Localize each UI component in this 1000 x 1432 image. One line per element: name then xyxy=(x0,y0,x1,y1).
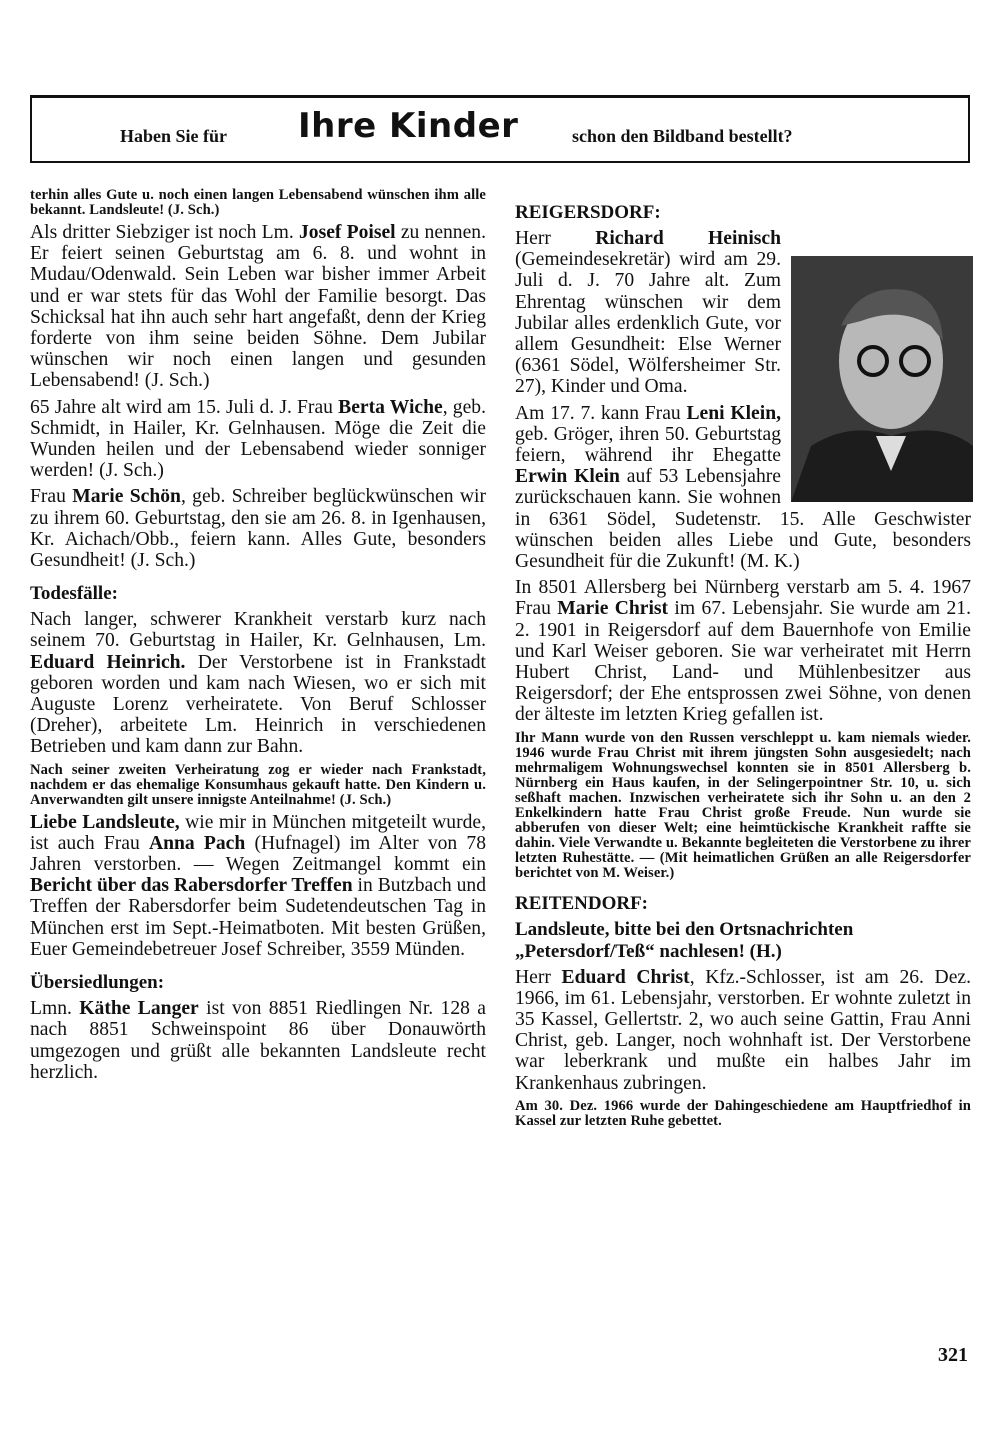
text-segment: In 8501 Allersberg bei Nürnberg verstarb am 5. 4. 1967 Frau xyxy=(515,577,971,620)
person-name: Erwin Klein xyxy=(515,466,620,488)
person-name: Richard Heinisch xyxy=(595,228,781,249)
section-heading xyxy=(515,893,971,915)
person-name: Bericht über das Rabersdorfer Treffen xyxy=(30,875,353,897)
person-name: Liebe Landsleute, xyxy=(30,811,180,833)
text-segment: Am 30. Dez. 1966 wurde der Dahingeschiedene am Hauptfriedhof in Kassel zur letzten Ruhe gebettet. xyxy=(515,1097,971,1129)
text-segment: (Gemeindesekretär) wird am 29. Juli d. J. 70 Jahre alt. Zum Ehrentag wünschen wir dem Jubilar alles erdenklich Gute, vor allem Gesundheit: Else Werner (6361 Södel, Wölfersheimer Str. 27), Kinder und Oma. xyxy=(515,249,781,398)
small-print-paragraph xyxy=(30,188,486,218)
page-number: 321 xyxy=(938,1344,968,1366)
person-name: Josef Poisel xyxy=(299,222,396,243)
text-segment: ist von 8851 Riedlingen Nr. 128 a nach 8851 Schweinspoint 86 über Donauwörth umgezogen und grüßt alle bekannten Landsleute recht herzlich. xyxy=(30,998,486,1083)
person-name: Berta Wiche xyxy=(338,396,443,418)
text-segment: 65 Jahre alt wird am 15. Juli d. J. Frau xyxy=(30,396,339,418)
article-paragraph xyxy=(515,967,971,1094)
text-segment: Als dritter Siebziger ist noch Lm. xyxy=(30,222,299,243)
text-segment: Übersiedlungen: xyxy=(30,972,165,994)
person-name: Anna Pach xyxy=(148,832,246,854)
section-heading xyxy=(515,202,971,224)
text-segment: geb. Gröger, ihren 50. Geburtstag feiern, während ihr Ehegatte xyxy=(515,423,781,467)
article-paragraph xyxy=(30,812,486,960)
text-segment: zu nennen. Er feiert seinen Geburtstag am 6. 8. und wohnt in Mudau/Odenwald. Sein Leben war bisher immer Arbeit und er war stets für das Wohl der Familie besorgt. Das Schicksal hat ihn auch sehr hart angefaßt, denn der Krieg forderte von ihm seine beiden Söhne. Dem Jubilar wünschen wir noch einen langen und gesunden Lebensabend! (J. Sch.) xyxy=(30,222,486,392)
text-segment: Ihr Mann wurde von den Russen verschleppt u. kam niemals wieder. 1946 wurde Frau Christ mit ihrem jüngsten Sohn ausgesiedelt; nach mehrmaligem Wohnungswechsel konnten sie in 8501 Allersberg b. Nürnberg ein Haus kaufen, in der Selingerpointner Str. 10, u. sich seßhaft machen. Inzwischen verheiratete sich ihr Sohn u. an den 2 Enkelkindern hatte Frau Christ große Freude. Nun wurde sie abberufen von dieser Welt; eine heimtückische Krankheit raffte sie dahin. Viele Verwandte u. Bekannte begleiteten die Verstorbene zu ihrer letzten Ruhestätte. — (Mit heimatlichen Grüßen an alle Reigersdorfer berichtet von M. Weiser.) xyxy=(515,729,971,881)
article-paragraph xyxy=(30,609,486,757)
text-segment: REITENDORF: xyxy=(515,892,649,914)
right-column xyxy=(515,190,971,1133)
section-heading xyxy=(30,583,486,605)
text-segment: , geb. Schreiber beglückwünschen wir zu ihrem 60. Geburtstag, den sie am 26. 8. in Igenhausen, Kr. Aichach/Obb., feiern kann. Alles Gute, besonders Gesundheit! (J. Sch.) xyxy=(30,486,486,572)
text-segment: REIGERSDORF: xyxy=(515,202,661,223)
person-name: Leni Klein, xyxy=(686,402,781,424)
section-heading xyxy=(515,919,971,963)
left-column xyxy=(30,188,486,1088)
person-name: Eduard Heinrich. xyxy=(30,651,186,673)
small-print-paragraph xyxy=(30,763,486,808)
text-segment: im 67. Lebensjahr. Sie wurde am 21. 2. 1901 in Reigersdorf auf dem Bauernhofe von Emilie und Karl Weiser geboren. Sie war verheiratet mit Herrn Hubert Christ, Land- und Mühlenbesitzer aus Reigersdorf; der Ehe entsprossen zwei Söhne, von denen der älteste im letzten Krieg gefallen ist. xyxy=(515,598,971,726)
advertisement-banner xyxy=(30,95,970,163)
small-print-paragraph xyxy=(515,731,971,881)
text-segment: Landsleute, bitte bei den Ortsnachrichten „Petersdorf/Teß“ nachlesen! (H.) xyxy=(515,918,854,962)
text-segment: Todesfälle: xyxy=(30,583,118,605)
small-print-paragraph xyxy=(515,1099,971,1129)
text-segment: auf 53 Lebensjahre zurückschauen kann. Sie wohnen in 6361 Södel, Sudetenstr. 15. Alle Geschwister wünschen beiden alles Liebe und Gute, besonders Gesundheit für die Zukunft! (M. K.) xyxy=(515,466,971,573)
text-segment: Nach seiner zweiten Verheiratung zog er wieder nach Frankstadt, nachdem er das ehemalige Konsumhaus gekauft hatte. Den Kindern u. Anverwandten gilt unsere innigste Anteilnahme! (J. Sch.) xyxy=(30,761,486,808)
text-segment: Lmn. xyxy=(30,998,80,1020)
text-segment: terhin alles Gute u. noch einen langen Lebensabend wünschen ihm alle bekannt. Landsleute! (J. Sch.) xyxy=(30,187,486,218)
article-paragraph xyxy=(30,397,486,482)
text-segment: , Kfz.-Schlosser, ist am 26. Dez. 1966, im 61. Lebensjahr, verstorben. Er wohnte zuletzt in 35 Kassel, Gellertstr. 2, wo auch seine Gattin, Frau Anni Christ, geb. Langer, noch wohnhaft ist. Der Verstorbene war leberkrank und mußte ein halbes Jahr im Krankenhaus zubringen. xyxy=(515,966,971,1094)
text-segment: Herr xyxy=(515,228,596,249)
text-segment: (Hufnagel) im Alter von 78 Jahren verstorben. — Wegen Zeitmangel kommt ein xyxy=(30,832,487,876)
text-segment: wie mir in München mitgeteilt wurde, ist auch Frau xyxy=(30,811,486,854)
article-paragraph xyxy=(30,222,486,392)
text-segment: Herr xyxy=(515,966,562,988)
text-segment: Der Verstorbene ist in Frankstadt geboren worden und kam nach Wiesen, wo er sich mit Auguste Lorenz verheiratete. Von Beruf Schlosser (Dreher), arbeitete Lm. Heinrich in verschiedenen Betrieben und kam dann zur Bahn. xyxy=(30,651,486,758)
banner-headline: Ihre Kinder xyxy=(298,106,519,146)
text-segment: in Butzbach und Treffen der Rabersdorfer beim Sudetendeutschen Tag in München erst im Sept.-Heimatboten. Mit besten Grüßen, Euer Gemeindebetreuer Josef Schreiber, 3559 Münden. xyxy=(30,875,487,960)
person-name: Marie Schön xyxy=(72,486,181,508)
banner-pre-text: Haben Sie für xyxy=(120,126,228,146)
banner-post-text: schon den Bildband bestellt? xyxy=(572,126,793,146)
text-segment: , geb. Schmidt, in Hailer, Kr. Gelnhausen. Möge die Zeit die Wunden heilen und der Lebensabend wieder sonniger werden! (J. Sch.) xyxy=(30,396,486,482)
section-heading xyxy=(30,972,486,994)
article-paragraph xyxy=(515,577,971,725)
person-name: Käthe Langer xyxy=(79,998,199,1020)
text-segment: Nach langer, schwerer Krankheit verstarb kurz nach seinem 70. Geburtstag in Hailer, Kr. Gelnhausen, Lm. xyxy=(30,609,486,652)
article-paragraph xyxy=(30,998,486,1083)
person-name: Eduard Christ xyxy=(561,966,690,988)
article-paragraph xyxy=(30,486,486,571)
person-name: Marie Christ xyxy=(557,598,669,620)
portrait-photo xyxy=(791,256,973,502)
text-segment: Frau xyxy=(30,486,73,508)
text-segment: Am 17. 7. kann Frau xyxy=(515,402,687,424)
